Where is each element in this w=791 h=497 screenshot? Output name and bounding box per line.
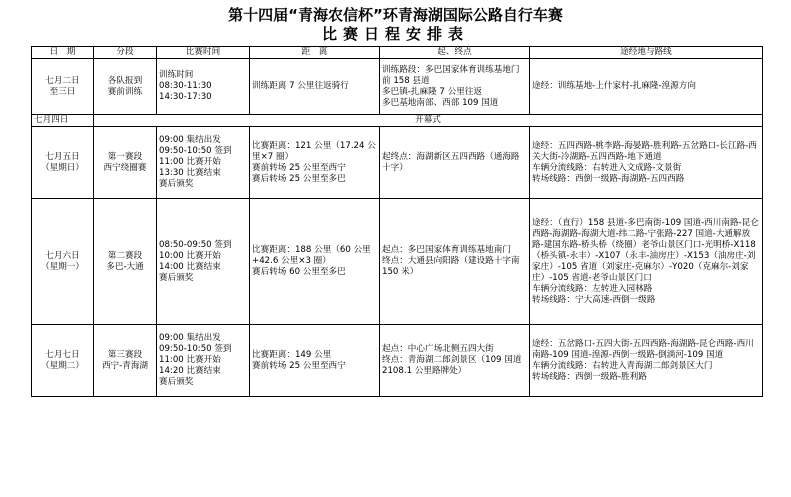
cell-opening-ceremony: 开幕式 — [94, 115, 763, 127]
cell-date: 七月四日 — [32, 115, 94, 127]
cell-time: 09:00 集结出发 09:50-10:50 签到 11:00 比赛开始 13:30 比赛结束 赛后颁奖 — [157, 127, 250, 199]
header-start-end: 起、终点 — [380, 47, 530, 59]
cell-route: 途经：五四西路-桃李路-海晏路-胜利路-五岔路口-长江路-西关大街-冷湖路-五四西路-地下通道 车辆分流线路：右转进入文成路-文景街 转场线路：西倒一级路-海湖路-五四西路 — [530, 127, 763, 199]
table-row — [32, 127, 763, 199]
header-distance: 距 离 — [250, 47, 380, 59]
cell-distance: 比赛距离：121 公里（17.24 公里×7 圈） 赛前转场 25 公里至西宁 赛后转场 25 公里至多巴 — [250, 127, 380, 199]
header-row — [32, 47, 763, 59]
cell-date: 七月六日 （星期一） — [32, 199, 94, 325]
cell-distance: 比赛距离：149 公里 赛前转场 25 公里至西宁 — [250, 325, 380, 397]
cell-time: 训练时间 08:30-11:30 14:30-17:30 — [157, 59, 250, 115]
cell-start-end: 起点：多巴国家体育训练基地南门 终点：大通县向阳路（建设路十字南 150 米） — [380, 199, 530, 325]
cell-start-end: 起点：中心广场北侧五四大街 终点：青海湖二郎剑景区（109 国道 2108.1 公里路牌处） — [380, 325, 530, 397]
cell-time: 09:00 集结出发 09:50-10:50 签到 11:00 比赛开始 14:20 比赛结束 赛后颁奖 — [157, 325, 250, 397]
table-row — [32, 325, 763, 397]
cell-start-end: 训练路段：多巴国家体育训练基地门前 158 县道 多巴镇-扎麻隆 7 公里往返 多巴基地南部、西部 109 国道 — [380, 59, 530, 115]
header-date: 日 期 — [32, 47, 94, 59]
cell-distance: 比赛距离：188 公里（60 公里+42.6 公里×3 圈） 赛后转场 60 公里至多巴 — [250, 199, 380, 325]
table-row — [32, 199, 763, 325]
table-row — [32, 59, 763, 115]
cell-route: 途经：训练基地-上什家村-扎麻隆-湟源方向 — [530, 59, 763, 115]
cell-date: 七月七日 （星期二） — [32, 325, 94, 397]
schedule-title: 第十四届“青海农信杯”环青海湖国际公路自行车赛 — [228, 6, 563, 24]
cell-date: 七月五日 （星期日） — [32, 127, 94, 199]
table-row — [32, 115, 763, 127]
cell-time: 08:50-09:50 签到 10:00 比赛开始 14:00 比赛结束 赛后颁奖 — [157, 199, 250, 325]
header-time: 比赛时间 — [157, 47, 250, 59]
cell-route: 途经：五岔路口-五四大街-五四西路-海湖路-昆仑西路-西川南路-109 国道-湟源-西倒一级路-倒淌河-109 国道 车辆分流线路：右转进入青海湖二郎剑景区大门 转场线路：西倒一级路-胜利路 — [530, 325, 763, 397]
schedule-table — [31, 46, 763, 397]
cell-stage: 第二赛段 多巴-大通 — [94, 199, 157, 325]
cell-date: 七月二日 至三日 — [32, 59, 94, 115]
header-route: 途经地与路线 — [530, 47, 763, 59]
cell-distance: 训练距离 7 公里往返骑行 — [250, 59, 380, 115]
cell-start-end: 起终点：海湖新区五四西路（通海路十字） — [380, 127, 530, 199]
schedule-subtitle: 比赛日程安排表 — [321, 25, 469, 43]
cell-stage: 第三赛段 西宁-青海湖 — [94, 325, 157, 397]
cell-route: 途经：（直行）158 县道-多巴南街-109 国道-西川南路-昆仑西路-海湖路-海湖大道-纬二路-宁张路-227 国道-大通解放路-建国东路-桥头桥（绕圈）老爷山景区门口-光明桥-X118（桥头镇-永丰）-X107（永丰-油房庄）-X153（油房庄-刘家庄）-105 省道（刘家庄-克麻尔）-Y020（克麻尔-刘家庄）-105 省道-老爷山景区门口 车辆分流线路：左转进入园林路 转场线路：宁大高速-西倒一级路 — [530, 199, 763, 325]
header-stage: 分段 — [94, 47, 157, 59]
cell-stage: 各队报到 赛前训练 — [94, 59, 157, 115]
cell-stage: 第一赛段 西宁绕圈赛 — [94, 127, 157, 199]
